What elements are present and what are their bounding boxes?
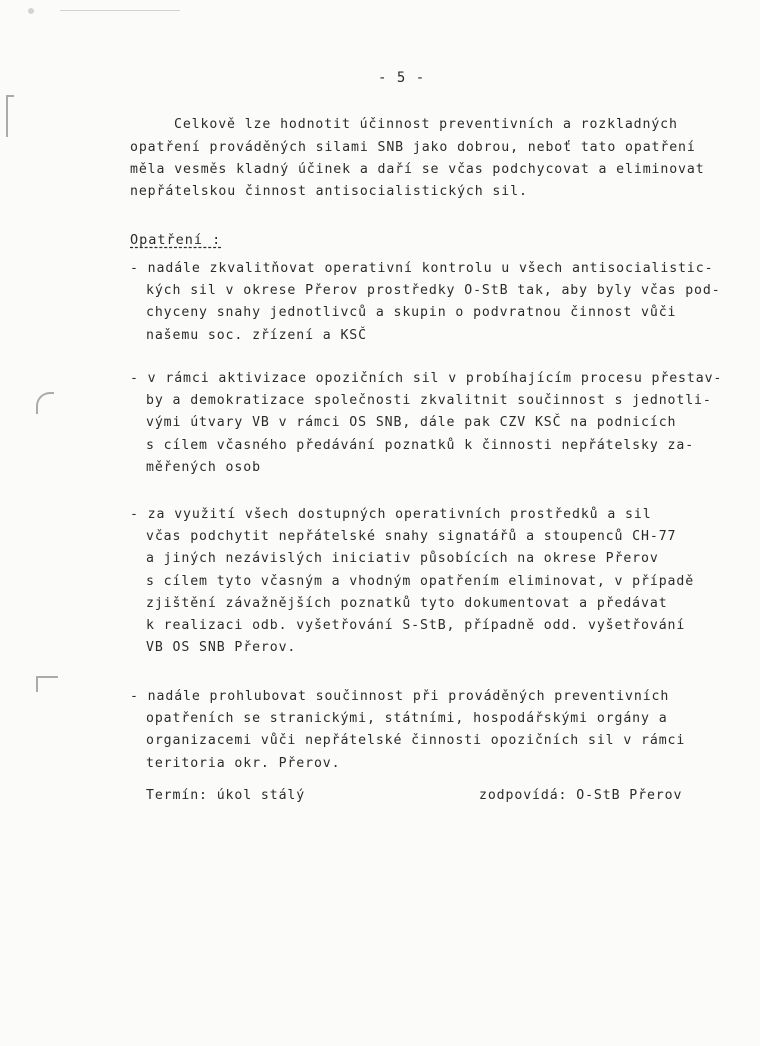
text-line: - za využití všech dostupných operativních prostředků a sil [130,507,652,522]
text-line: by a demokratizace společnosti zkvalitnit součinnost s jednotli- [146,393,712,409]
section-heading: Opatření : [130,232,222,248]
responsible-text: zodpovídá: O-StB Přerov [479,788,683,803]
scan-speck [28,8,34,14]
page-number: - 5 - [378,70,426,86]
text-line: VB OS SNB Přerov. [146,640,297,656]
text-line: včas podchytit nepřátelské snahy signatářů a stoupenců CH-77 [146,529,677,545]
text-line: zjištění závažnějších poznatků tyto dokumentovat a předávat [146,595,668,611]
text-line: - nadále zkvalitňovat operativní kontrolu u všech antisocialistic- [130,261,714,276]
text-line: s cílem tyto včasným a vhodným opatřením eliminovat, v případě [146,573,695,589]
scan-mark [36,676,58,692]
text-line: a jiných nezávislých iniciativ působících na okrese Přerov [146,551,659,567]
text-line: teritoria okr. Přerov. [146,755,341,771]
text-line: s cílem včasného předávání poznatků k činnosti nepřátelsky za- [146,437,695,453]
text-line: opatřeních se stranickými, státními, hospodářskými orgány a [146,711,668,727]
text-line: - v rámci aktivizace opozičních sil v probíhajícím procesu přestav- [130,371,723,386]
text-line: organizacemi vůči nepřátelské činnosti opozičních sil v rámci [146,733,686,749]
scan-speck [60,10,180,11]
scan-mark [36,392,54,414]
text-line: - nadále prohlubovat součinnost při prováděných preventivních [130,689,670,704]
text-line: měřených osob [146,459,261,475]
text-line: měla vesměs kladný účinek a daří se včas podchycovat a eliminovat [130,162,705,177]
text-line: k realizaci odb. vyšetřování S-StB, případně odd. vyšetřování [146,618,686,633]
text-line: vými útvary VB v rámci OS SNB, dále pak CZV KSČ na podnicích [146,415,677,431]
deadline-text: Termín: úkol stálý [146,788,306,803]
text-line: chyceny snahy jednotlivců a skupin o podvratnou činnost vůči [146,305,677,321]
scan-mark [6,95,14,137]
text-line: opatření prováděných silami SNB jako dobrou, neboť tato opatření [130,140,696,155]
text-line: Celkově lze hodnotit účinnost preventivních a rozkladných [174,117,678,132]
text-line: našemu soc. zřízení a KSČ [146,327,367,343]
text-line: kých sil v okrese Přerov prostředky O-StB tak, aby byly včas pod- [146,283,721,299]
text-line: nepřátelskou činnost antisocialistických sil. [130,184,528,199]
